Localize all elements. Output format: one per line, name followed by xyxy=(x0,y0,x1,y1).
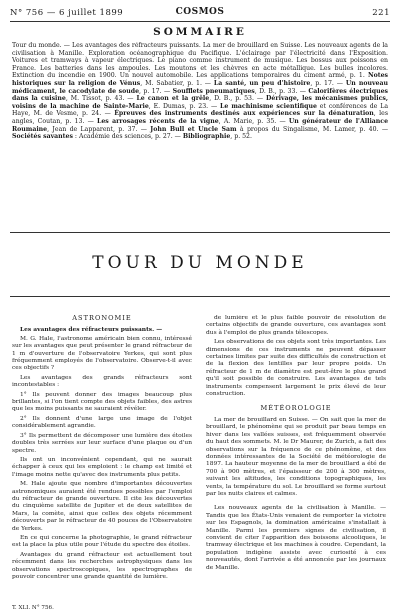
sommaire-entry-text: , M. Tissot, p. 43. — xyxy=(65,95,137,103)
sommaire-entry-title: Calorifères électriques dans la cuisine xyxy=(12,87,388,103)
astronomie-paragraph: Ils ont un inconvénient cependant, qui ne saurait échapper à ceux qui les emploient : le champ est limité et l'image moins nette qu'avec des instruments plus petits. xyxy=(12,456,192,478)
astronomie-paragraph: M. Hale ajoute que nombre d'importantes découvertes astronomiques auraient été rendues possibles par l'emploi du réfracteur de grande ouverture. Il cite les découvertes du cinquième satellite de Jupiter et de deux satellites de Mars, la comète, ainsi que celles des objets récemment découverts par le réfracteur de 40 pouces de l'Observatoire de Yerkes. xyxy=(12,481,192,532)
sommaire-entry-title: Un nouveau médicament, le cacodylate de soude xyxy=(12,79,388,95)
meteorologie-heading: MÉTÉOROLOGIE xyxy=(260,404,332,413)
sommaire-entry-title: Sociétés savantes xyxy=(12,133,73,141)
sommaire-entry-text: à propos du Singalisme, M. Lamer, p. 40. — xyxy=(236,125,388,133)
astronomie-continued-paragraph: Les observations de ces objets sont très importantes. Les dimensions de ces instruments ne peuvent dépasser certaines limites par suite des difficultés de construction et de la flexion des lentilles par leur propre poids. Un réfracteur de 1 m de diamètre est peut-être le plus grand qu'il soit possible de construire. Les avantages de tels instruments compensent largement le prix élevé de leur construction. xyxy=(206,339,386,398)
section-rule-top xyxy=(10,232,390,233)
astronomie-paragraph: En ce qui concerne la photographie, le grand réfracteur est la place la plus utile pour l'étude du spectre des étoiles. xyxy=(12,534,192,549)
astronomie-paragraph: Les avantages des grands réfracteurs sont incontestables : xyxy=(12,374,192,389)
astronomie-heading: ASTRONOMIE xyxy=(72,315,132,322)
sommaire-entry-title: Les arrosages récents de la vigne xyxy=(96,117,219,125)
sommaire-entry-text: , E. Dumas, p. 23. — xyxy=(148,102,221,110)
astronomie-paragraph: 3° Ils permettent de décomposer une lumière des étoiles doubles très serrées sur leur surface d'une plaque ou d'un spectre. xyxy=(12,432,192,454)
sommaire-entry-title: Un générateur de l'Alliance Roumaine xyxy=(12,117,388,133)
sommaire-entry-text: , M. Sabatier, p. 1. — xyxy=(140,79,214,87)
page-number: 221 xyxy=(372,8,390,18)
sommaire-entry-text: : Académie des sciences, p. 27. — xyxy=(72,133,183,141)
sommaire-entry-title: John Bull et Uncle Sam xyxy=(150,125,237,133)
astronomie-paragraph: M. G. Hale, l'astronome américain bien connu, intéressé sur les avantages que peut présenter le grand réfracteur de 1 m d'ouverture de l'observatoire Yerkes, qui sont plus fréquemment employés de l'observatoire. Observe-t-il avec ces objectifs ? xyxy=(12,335,192,372)
fog-paragraph: La mer de brouillard en Suisse. — On sait que la mer de brouillard, le phénomène qui se produit par beau temps en hiver dans les vallées suisses, est fréquemment observée du haut des sommets. M. le Dr Maurer, de Zurich, a fait des observations sur la fréquence de ce phénomène, et des données intéressantes de la Société de météorologie de 1897. La hauteur moyenne de la mer de brouillard a été de 700 à 900 mètres, et l'épaisseur de 200 à 300 mètres, suivant les altitudes, les conditions topographiques, les vents, la température du sol. Le brouillard se forme surtout par les nuits claires et calmes. xyxy=(206,416,386,497)
sommaire-entry-title: Le machinisme scientifique xyxy=(220,102,317,110)
sommaire-text xyxy=(12,42,388,220)
sommaire-entry-title: Soufflets pneumatiques xyxy=(172,87,255,95)
sommaire-entry-text: , p. 17. — xyxy=(310,79,346,87)
publication-name: COSMOS xyxy=(175,7,225,17)
sommaire-entry-text: et conférences de La Haye, M. de Vesme, p. 24. — xyxy=(12,102,388,118)
sommaire-entry-title: Dérivage, les mécanismes publics, voisins de la machine de Sainte-Marie xyxy=(12,95,388,110)
page-header xyxy=(10,6,390,20)
sommaire-entry-text: , D. B., p. 53. — xyxy=(209,95,267,103)
sommaire-entry-text: , D. B., p. 33. — xyxy=(254,87,309,95)
manille-paragraph: Les nouveaux agents de la civilisation à Manille. — Tandis que les États-Unis venaient de remporter la victoire sur les Espagnols, la domination américaine s'installait à Manille. Parmi les premiers signes de civilisation, il convient de citer l'apparition des boissons alcooliques, le tramway électrique et les machines à coudre. Cependant, la population indigène assiste avec curiosité à ces nouveautés, dont l'arrivée a été annoncée par les journaux de Manille. xyxy=(206,505,386,571)
sommaire-entry-title: La santé, un peu d'histoire xyxy=(213,79,311,87)
sommaire-entry-title: Notes historiques sur la religion de Vénus xyxy=(12,72,388,87)
astronomie-paragraph: 1° Ils peuvent donner des images beaucoup plus brillantes, si l'on tient compte des objets faibles, des astres que les moins puissants ne sauraient révéler. xyxy=(12,391,192,413)
sommaire-entry-title: Épreuves des instruments destinés aux expériences sur la dénaturation xyxy=(114,110,374,118)
sommaire-title: SOMMAIRE xyxy=(153,26,247,38)
issue-number: N° 756 — 6 juillet 1899 xyxy=(10,8,124,18)
header-rule xyxy=(10,21,390,22)
sommaire-entry-text: , p. 52. xyxy=(230,133,252,141)
astronomie-paragraph: 2° Ils donnent d'une large une image de l'objet considérablement agrandie. xyxy=(12,415,192,430)
right-column xyxy=(206,315,386,605)
sommaire-entry-text: , A. Marie, p. 35. — xyxy=(218,117,289,125)
section-rule-bottom xyxy=(10,296,390,297)
section-title: TOUR DU MONDE xyxy=(92,253,308,273)
astronomie-continued-paragraph: de lumière et le plus faible pouvoir de résolution de certains objectifs de grande ouverture, ces avantages sont dus à l'emploi de plus grands télescopes. xyxy=(206,315,386,336)
sommaire-entry-title: Le canon et la grêle xyxy=(136,95,210,103)
sommaire-entry-text: , Jean de Lapparent, p. 37. — xyxy=(47,125,151,133)
left-column xyxy=(12,315,192,605)
sommaire-entry-text: Tour du monde. — Les avantages des réfracteurs puissants. La mer de brouillard en Suisse. Les nouveaux agents de la civilisation à Manille. Exploration océanographique du Pacifique. L'éclairage par l'électricité dans l'Exposition. Voitures et tramways à vapeur électriques. Le piano comme instrument de musique. Les bossus aux poissons en France. Les batteries dans les ampoules. Les moutons et les chèvres en acte métallique. Les bulles incolores. Extinction du incendie en 1900. Un nouvel automobile. Les applications temporaires du ciment armé, p. 1. xyxy=(12,42,388,80)
astronomie-paragraph: Avantages du grand réfracteur est actuellement tout récemment dans les recherches astrophysiques dans les observations spectroscopiques, les spectrographes de pouvoir concentrer une grande quantité de lumière. xyxy=(12,551,192,580)
sommaire-entry-text: , les angles, Coutan, p. 13. — xyxy=(12,110,388,125)
sommaire-entry-text: , p. 17. — xyxy=(139,87,173,95)
page-footer: T. XLI. N° 756. xyxy=(12,605,54,611)
sommaire-entry-title: Bibliographie xyxy=(182,133,231,141)
astronomie-lead: Les avantages des réfracteurs puissants. — xyxy=(20,326,163,334)
